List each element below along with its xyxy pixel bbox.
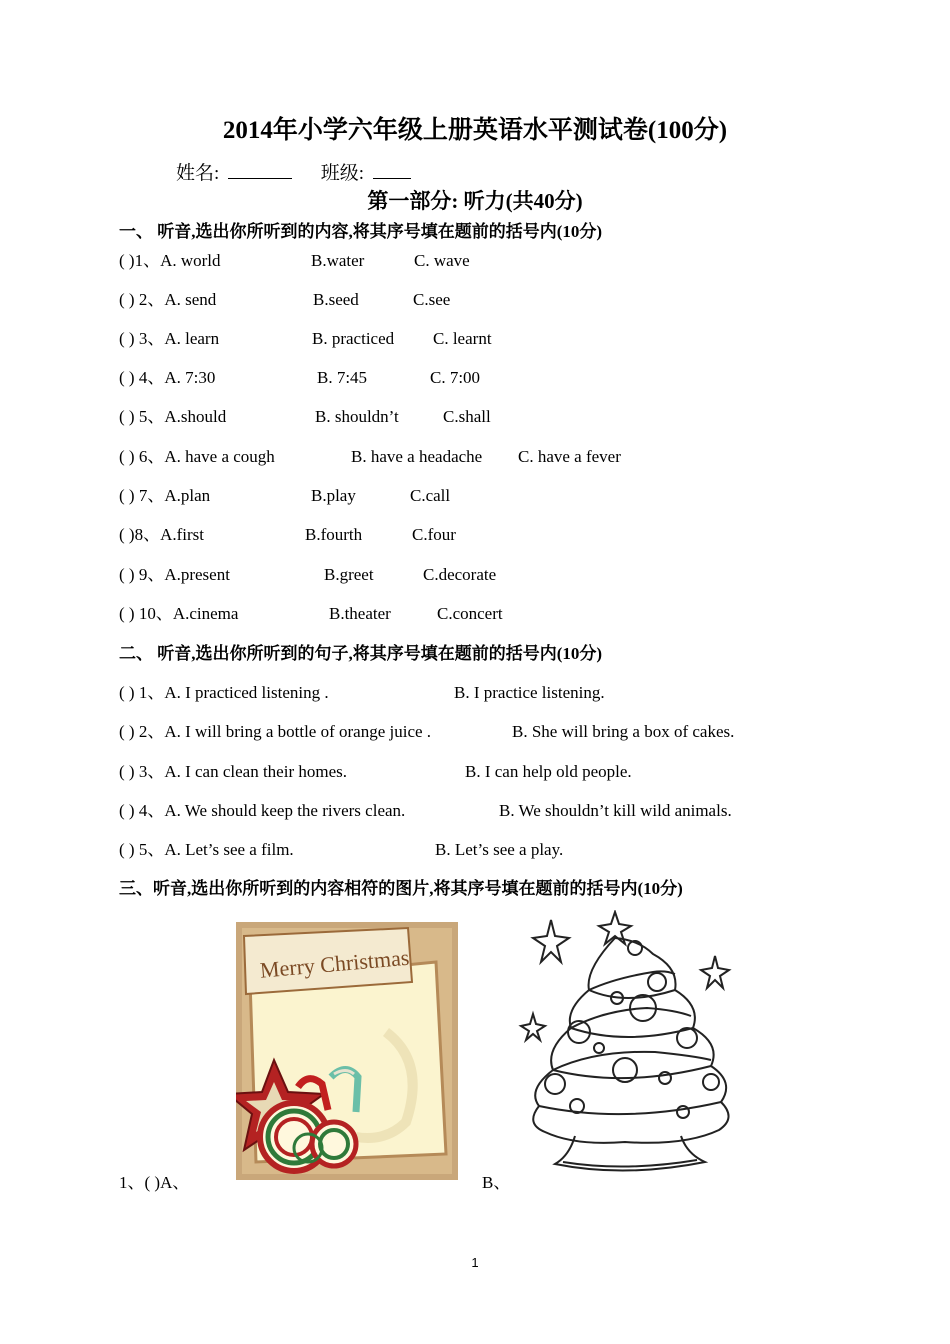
item-option-c: C. 7:00 <box>430 368 481 387</box>
option-b-label: B、 <box>482 1173 511 1192</box>
listening-item <box>119 560 496 585</box>
listening-item <box>119 363 480 388</box>
section-two-heading: 二、 听音,选出你所听到的句子,将其序号填在题前的括号内(10分) <box>119 644 603 663</box>
listening-item <box>119 520 456 545</box>
name-label: 姓名: <box>176 163 220 184</box>
item-option-c: C.see <box>413 290 451 309</box>
page-title: 2014年小学六年级上册英语水平测试卷(100分) <box>222 117 728 144</box>
item-option-a: ( ) 2、A. I will bring a bottle of orange juice . <box>119 722 432 741</box>
item-option-a: ( ) 10、A.cinema <box>119 604 239 623</box>
item-option-b: B.water <box>311 251 365 270</box>
item-option-b: B. practiced <box>312 329 395 348</box>
item-option-b: B. have a headache <box>351 447 483 466</box>
item-option-b: B. We shouldn’t kill wild animals. <box>499 801 732 820</box>
item-option-b: B. 7:45 <box>317 368 368 387</box>
item-option-b: B.greet <box>324 565 374 584</box>
sentence-item <box>119 757 632 782</box>
item-option-a: ( ) 4、A. We should keep the rivers clean. <box>119 801 406 820</box>
section-three-heading: 三、听音,选出你所听到的内容相符的图片,将其序号填在题前的括号内(10分) <box>119 879 683 898</box>
item-option-b: B.play <box>311 486 356 505</box>
listening-item <box>119 402 491 427</box>
item-option-a: ( ) 9、A.present <box>119 565 230 584</box>
page-number: 1 <box>471 1255 479 1270</box>
item-option-a: ( ) 5、A. Let’s see a film. <box>119 840 294 859</box>
item-option-a: ( ) 5、A.should <box>119 407 227 426</box>
item-option-c: C.decorate <box>423 565 497 584</box>
item-option-a: ( ) 1、A. I practiced listening . <box>119 683 329 702</box>
section-one-heading: 一、 听音,选出你所听到的内容,将其序号填在题前的括号内(10分) <box>119 222 603 241</box>
item-option-a: ( ) 2、A. send <box>119 290 217 309</box>
item-option-c: C.four <box>412 525 456 544</box>
item-option-b: B. I practice listening. <box>454 683 605 702</box>
picture-question-prefix: 1、( )A、 <box>119 1173 190 1192</box>
item-option-a: ( ) 4、A. 7:30 <box>119 368 216 387</box>
christmas-tree-picture <box>515 910 745 1180</box>
sentence-item <box>119 717 734 742</box>
card-greeting: Merry Christmas <box>258 944 411 983</box>
item-option-a: ( ) 7、A.plan <box>119 486 211 505</box>
listening-item <box>119 442 621 467</box>
item-option-a: ( ) 6、A. have a cough <box>119 447 275 466</box>
class-blank[interactable] <box>373 161 411 179</box>
item-option-a: ( ) 3、A. learn <box>119 329 220 348</box>
item-option-b: B. I can help old people. <box>465 762 632 781</box>
item-option-c: C.concert <box>437 604 503 623</box>
student-info-line <box>176 158 411 185</box>
item-option-a: ( )1、A. world <box>119 251 221 270</box>
item-option-c: C. learnt <box>433 329 492 348</box>
sentence-item <box>119 678 605 703</box>
item-option-c: C.shall <box>443 407 491 426</box>
name-blank[interactable] <box>228 161 292 179</box>
class-label: 班级: <box>320 163 365 184</box>
listening-item <box>119 481 450 506</box>
item-option-c: C.call <box>410 486 451 505</box>
item-option-b: B.theater <box>329 604 391 623</box>
sentence-item <box>119 796 732 821</box>
listening-item <box>119 324 492 349</box>
item-option-b: B. Let’s see a play. <box>435 840 564 859</box>
item-option-a: ( ) 3、A. I can clean their homes. <box>119 762 347 781</box>
part-one-heading: 第一部分: 听力(共40分) <box>367 189 583 213</box>
item-option-b: B. shouldn’t <box>315 407 399 426</box>
listening-item <box>119 246 470 271</box>
item-option-a: ( )8、A.first <box>119 525 204 544</box>
item-option-b: B.fourth <box>305 525 363 544</box>
item-option-c: C. wave <box>414 251 470 270</box>
item-option-b: B.seed <box>313 290 359 309</box>
item-option-b: B. She will bring a box of cakes. <box>512 722 735 741</box>
christmas-card-picture <box>236 922 458 1180</box>
item-option-c: C. have a fever <box>518 447 621 466</box>
listening-item <box>119 599 503 624</box>
listening-item <box>119 285 450 310</box>
sentence-item <box>119 835 563 860</box>
